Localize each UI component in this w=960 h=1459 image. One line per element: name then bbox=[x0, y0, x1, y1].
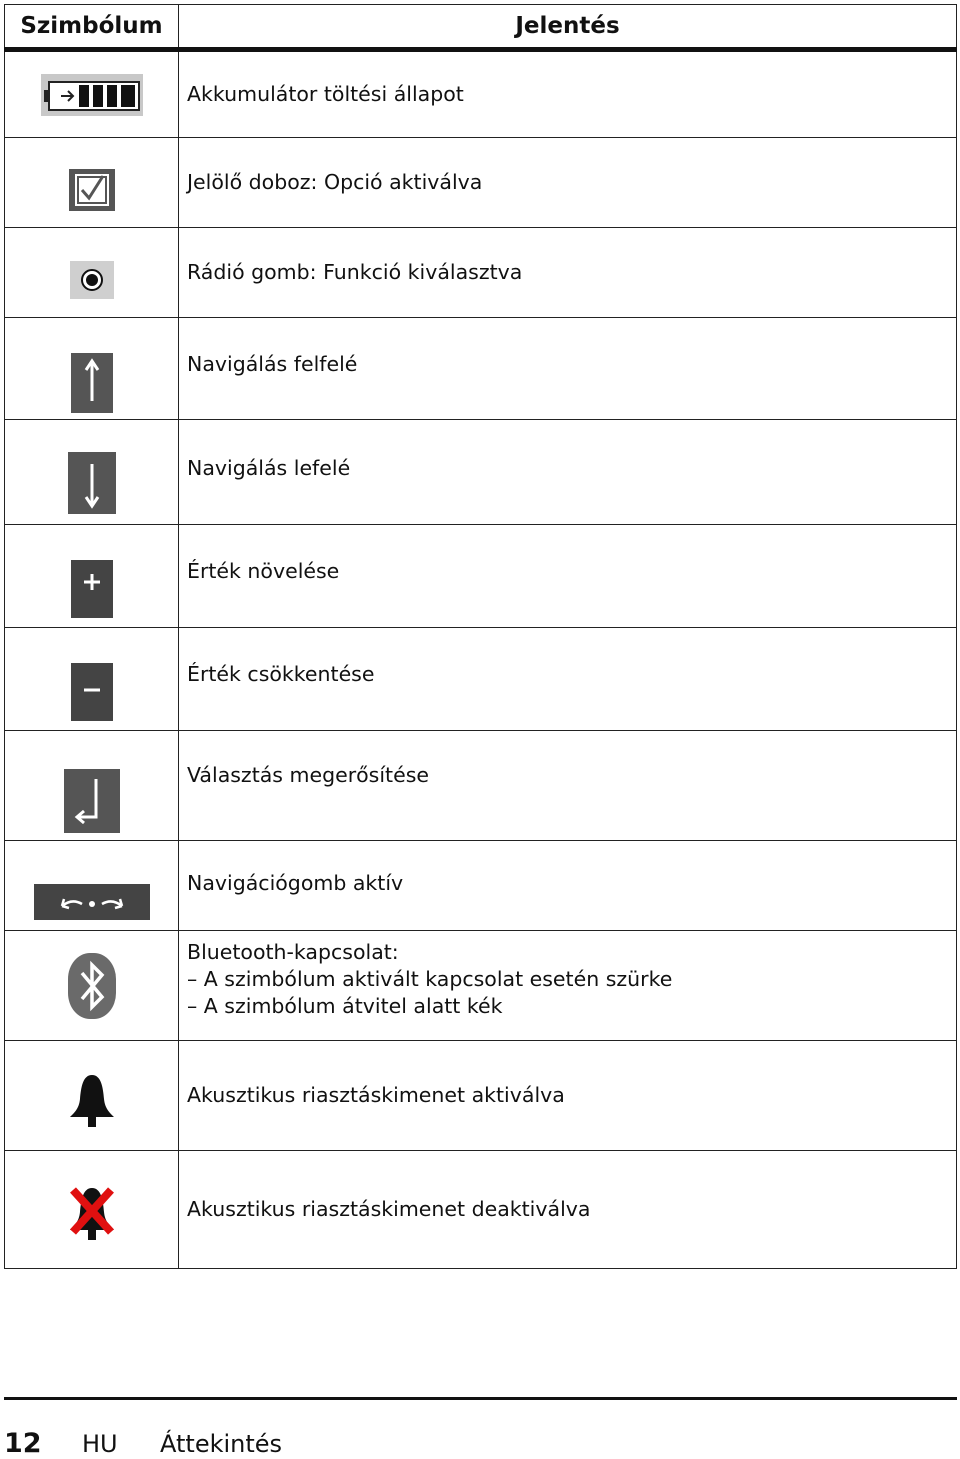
table-row bbox=[5, 628, 957, 731]
row-meaning: Jelölő doboz: Opció aktiválva bbox=[179, 138, 957, 228]
table-row bbox=[5, 420, 957, 525]
table-row bbox=[5, 1151, 957, 1269]
row-meaning: Érték növelése bbox=[179, 525, 957, 628]
row-meaning: Navigálás lefelé bbox=[179, 420, 957, 525]
footer-divider bbox=[4, 1397, 957, 1400]
row-meaning: Érték csökkentése bbox=[179, 628, 957, 731]
plus-icon bbox=[71, 560, 113, 618]
row-meaning: Rádió gomb: Funkció kiválasztva bbox=[179, 228, 957, 318]
language-code: HU bbox=[82, 1430, 118, 1458]
radio-button-selected-icon bbox=[70, 261, 114, 299]
meaning-line: – A szimbólum aktivált kapcsolat esetén szürke bbox=[187, 967, 673, 991]
battery-charge-icon bbox=[41, 74, 143, 116]
table-row bbox=[5, 1041, 957, 1151]
row-meaning: Akusztikus riasztáskimenet aktiválva bbox=[179, 1041, 957, 1151]
row-meaning: Akusztikus riasztáskimenet deaktiválva bbox=[179, 1151, 957, 1269]
bell-muted-icon bbox=[67, 1186, 117, 1240]
arrow-down-icon bbox=[68, 452, 116, 514]
table-row bbox=[5, 931, 957, 1041]
meaning-line: Bluetooth-kapcsolat: bbox=[187, 940, 399, 964]
header-meaning: Jelentés bbox=[179, 5, 957, 50]
table-row bbox=[5, 50, 957, 138]
checkbox-checked-icon bbox=[69, 169, 115, 211]
table-row bbox=[5, 228, 957, 318]
table-row bbox=[5, 841, 957, 931]
row-meaning: Navigációgomb aktív bbox=[179, 841, 957, 931]
header-symbol: Szimbólum bbox=[5, 5, 179, 50]
row-meaning: Választás megerősítése bbox=[179, 731, 957, 841]
page-number: 12 bbox=[4, 1428, 42, 1459]
bell-icon bbox=[68, 1073, 116, 1129]
minus-icon bbox=[71, 663, 113, 721]
row-meaning: Navigálás felfelé bbox=[179, 318, 957, 420]
enter-icon bbox=[64, 769, 120, 833]
row-meaning: Akkumulátor töltési állapot bbox=[179, 50, 957, 138]
table-header-row bbox=[5, 5, 957, 50]
table-row bbox=[5, 138, 957, 228]
row-meaning bbox=[179, 931, 957, 1041]
symbol-table bbox=[4, 4, 957, 1269]
table-row bbox=[5, 318, 957, 420]
table-row bbox=[5, 731, 957, 841]
meaning-line: – A szimbólum átvitel alatt kék bbox=[187, 994, 503, 1018]
arrow-up-icon bbox=[71, 353, 113, 413]
bluetooth-icon bbox=[68, 953, 116, 1019]
table-row bbox=[5, 525, 957, 628]
section-title: Áttekintés bbox=[160, 1430, 283, 1458]
navigation-button-icon bbox=[34, 884, 150, 920]
